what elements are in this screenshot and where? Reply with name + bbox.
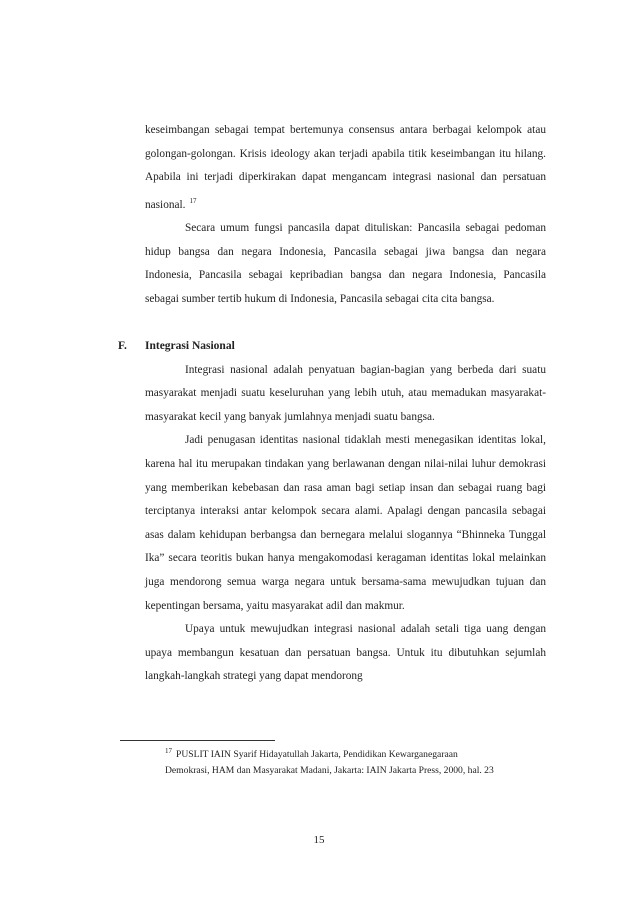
footnote-number: 17 — [165, 747, 172, 755]
section-letter: F. — [118, 340, 127, 353]
paragraph-ideology-text: keseimbangan sebagai tempat bertemunya consensus antara berbagai kelompok atau golongan-golongan. Krisis ideology akan terjadi apabila titik keseimbangan itu hilang. Apabila ini terjadi diperkirakan dapat mengancam integrasi nasional dan persatuan nasional. — [145, 124, 546, 211]
footnote — [165, 744, 545, 778]
section-title: Integrasi Nasional — [145, 340, 235, 353]
paragraph-integration-effort: Upaya untuk mewujudkan integrasi nasional adalah setali tiga uang dengan upaya membangun kesatuan dan persatuan bangsa. Untuk itu dibutuhkan sejumlah langkah-langkah strategi yang dapat mendorong — [145, 623, 546, 683]
section-heading — [118, 335, 546, 359]
footnote-divider — [120, 740, 275, 741]
paragraph-national-identity: Jadi penugasan identitas nasional tidaklah mesti menegasikan identitas lokal, karena hal itu merupakan tindakan yang berlawanan dengan nilai-nilai luhur demokrasi yang memberikan kebebasan dan rasa aman bagi setiap insan dan sebagai ruang bagi terciptanya interaksi antar kelompok secara alami. Apalagi dengan pancasila sebagai asas dalam kehidupan berbangsa dan bernegara melalui slogannya “Bhinneka Tunggal Ika” secara teoritis bukan hanya mengakomodasi keragaman identitas lokal melainkan juga mendorong semua warga negara untuk bersama-sama mewujudkan tujuan dan kepentingan bersama, yaitu masyarakat adil dan makmur. — [145, 434, 546, 612]
paragraph-integration-definition: Integrasi nasional adalah penyatuan bagian-bagian yang berbeda dari suatu masyarakat menjadi suatu keseluruhan yang lebih utuh, atau memadukan masyarakat-masyarakat kecil yang banyak jumlahnya menjadi suatu bangsa. — [145, 363, 546, 423]
paragraph-pancasila-functions: Secara umum fungsi pancasila dapat dituliskan: Pancasila sebagai pedoman hidup bangsa dan negara Indonesia, Pancasila sebagai jiwa bangsa dan negara Indonesia, Pancasila sebagai kepribadian bangsa dan negara Indonesia, Pancasila sebagai sumber tertib hukum di Indonesia, Pancasila sebagai cita cita bangsa. — [145, 222, 546, 305]
footnote-reference[interactable]: 17 — [189, 196, 197, 205]
footnote-line-1 — [165, 744, 545, 763]
page-number: 15 — [313, 834, 325, 846]
paragraph-ideology — [145, 119, 546, 217]
footnote-text-1: PUSLIT IAIN Syarif Hidayatullah Jakarta, Pendidikan Kewarganegaraan — [176, 749, 458, 761]
footnote-line-2: Demokrasi, HAM dan Masyarakat Madani, Jakarta: IAIN Jakarta Press, 2000, hal. 23 — [165, 764, 494, 776]
body-text — [118, 119, 546, 689]
